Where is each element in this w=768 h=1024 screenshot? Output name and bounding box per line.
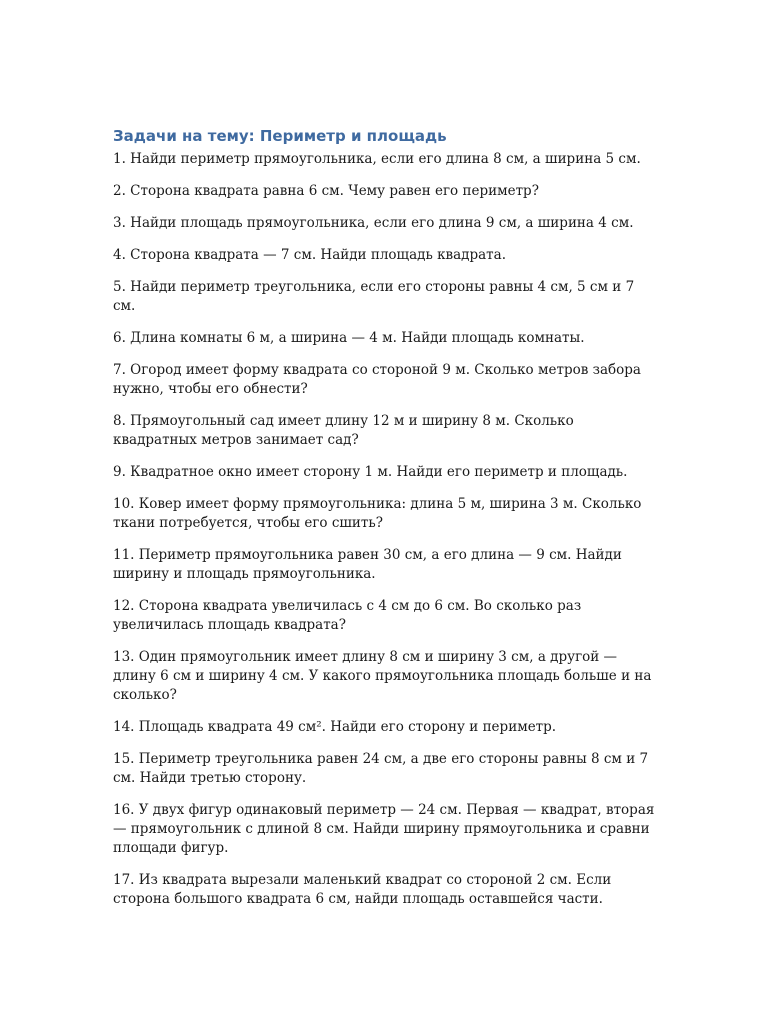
task-item: 8. Прямоугольный сад имеет длину 12 м и ширину 8 м. Сколько квадратных метров занимает сад?: [113, 413, 574, 448]
document-content: [113, 126, 658, 922]
task-item: 2. Сторона квадрата равна 6 см. Чему равен его периметр?: [113, 183, 539, 199]
task-item: 16. У двух фигур одинаковый периметр — 24 см. Первая — квадрат, вторая — прямоугольник с длиной 8 см. Найди ширину прямоугольника и сравни площади фигур.: [113, 802, 655, 856]
task-item: 13. Один прямоугольник имеет длину 8 см и ширину 3 см, а другой — длину 6 см и ширину 4 см. У какого прямоугольника площадь больше и на сколько?: [113, 649, 652, 703]
task-item: 11. Периметр прямоугольника равен 30 см, а его длина — 9 см. Найди ширину и площадь прямоугольника.: [113, 547, 622, 582]
task-item: 7. Огород имеет форму квадрата со стороной 9 м. Сколько метров забора нужно, чтобы его обнести?: [113, 362, 641, 397]
task-item: 15. Периметр треугольника равен 24 см, а две его стороны равны 8 см и 7 см. Найди третью сторону.: [113, 751, 649, 786]
task-item: 3. Найди площадь прямоугольника, если его длина 9 см, а ширина 4 см.: [113, 215, 634, 231]
task-item: 4. Сторона квадрата — 7 см. Найди площадь квадрата.: [113, 247, 506, 263]
task-item: 6. Длина комнаты 6 м, а ширина — 4 м. Найди площадь комнаты.: [113, 330, 585, 346]
task-item: 14. Площадь квадрата 49 см². Найди его сторону и периметр.: [113, 719, 557, 735]
task-item: 17. Из квадрата вырезали маленький квадрат со стороной 2 см. Если сторона большого квадрата 6 см, найди площадь оставшейся части.: [113, 872, 612, 907]
page-title: Задачи на тему: Периметр и площадь: [113, 127, 447, 145]
task-item: 1. Найди периметр прямоугольника, если его длина 8 см, а ширина 5 см.: [113, 151, 641, 167]
task-item: 10. Ковер имеет форму прямоугольника: длина 5 м, ширина 3 м. Сколько ткани потребуется, чтобы его сшить?: [113, 496, 642, 531]
task-item: 5. Найди периметр треугольника, если его стороны равны 4 см, 5 см и 7 см.: [113, 279, 635, 314]
task-item: 12. Сторона квадрата увеличилась с 4 см до 6 см. Во сколько раз увеличилась площадь квадрата?: [113, 598, 582, 633]
task-item: 9. Квадратное окно имеет сторону 1 м. Найди его периметр и площадь.: [113, 464, 628, 480]
